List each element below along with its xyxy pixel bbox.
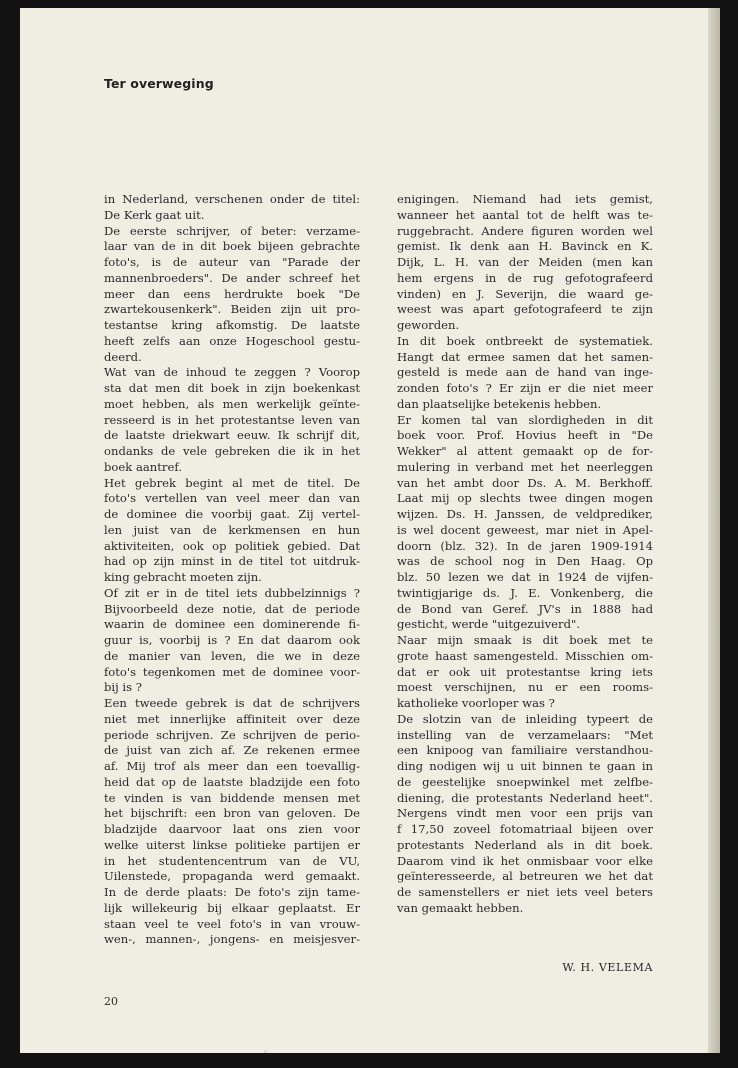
text-line: zonden foto's ? Er zijn er die niet meer xyxy=(397,381,653,395)
text-line: heid dat op de laatste bladzijde een foto xyxy=(104,774,360,789)
text-line: in het studentencentrum van de VU, xyxy=(104,853,360,868)
text-line: hem ergens in de rug gefotografeerd xyxy=(397,270,653,285)
text-line: sta dat men dit boek in zijn boekenkast xyxy=(104,381,360,395)
text-line: bij is ? xyxy=(104,680,142,695)
text-line: len juist van de kerkmensen en hun xyxy=(104,522,360,537)
text-line: guur is, voorbij is ? En dat daarom ook xyxy=(104,633,360,647)
section-header: Ter overweging xyxy=(104,76,214,91)
text-line: blz. 50 lezen we dat in 1924 de vijfen- xyxy=(397,570,653,584)
text-line: van het ambt door Ds. A. M. Berkhoff. xyxy=(397,475,653,490)
text-line: moest verschijnen, nu er een rooms- xyxy=(397,680,653,695)
text-line: periode schrijven. Ze schrijven de perio- xyxy=(104,727,360,742)
text-line: een knipoog van familiaire verstandhou- xyxy=(397,743,653,758)
text-line: geworden. xyxy=(397,318,460,332)
text-line: grote haast samengesteld. Misschien om- xyxy=(397,648,653,663)
text-line: waarin de dominee een dominerende fi- xyxy=(104,617,360,632)
text-line: gemist. Ik denk aan H. Bavinck en K. xyxy=(397,239,653,254)
text-line: foto's vertellen van veel meer dan van xyxy=(104,491,360,506)
page-edge-shadow xyxy=(708,8,720,1053)
text-column-left xyxy=(104,192,360,948)
text-line: De Kerk gaat uit. xyxy=(104,207,205,222)
text-line: staan veel te veel foto's in van vrouw- xyxy=(104,916,360,931)
text-line: Bijvoorbeeld deze notie, dat de periode xyxy=(104,601,360,616)
text-line: diening, die protestants Nederland heet". xyxy=(397,790,653,805)
text-line: de samenstellers er niet iets veel beters xyxy=(397,885,653,899)
magazine-page xyxy=(20,8,720,1053)
text-line: Dijk, L. H. van der Meiden (men kan xyxy=(397,255,653,269)
text-line: de geestelijke snoepwinkel met zelfbe- xyxy=(397,774,653,789)
text-line: heeft zelfs aan onze Hogeschool gestu- xyxy=(104,333,360,348)
text-line: niet met innerlijke affiniteit over deze xyxy=(104,711,360,726)
author-signature: W. H. VELEMA xyxy=(562,961,653,974)
text-line: boek aantref. xyxy=(104,459,182,474)
scan-speck xyxy=(264,1050,267,1053)
text-line: enigingen. Niemand had iets gemist, xyxy=(397,192,653,206)
text-line: f 17,50 zoveel fotomatriaal bijeen over xyxy=(397,822,653,836)
text-line: laar van de in dit boek bijeen gebrachte xyxy=(104,239,360,254)
text-line: Of zit er in de titel iets dubbelzinnigs ? xyxy=(104,585,360,600)
text-line: dan plaatselijke betekenis hebben. xyxy=(397,396,602,411)
text-line: instelling van de verzamelaars: "Met xyxy=(397,727,653,742)
text-line: af. Mij trof als meer dan een toevallig- xyxy=(104,759,360,773)
text-line: de Bond van Geref. JV's in 1888 had xyxy=(397,601,653,616)
text-line: resseerd is in het protestantse leven van xyxy=(104,412,360,427)
text-line: wen-, mannen-, jongens- en meisjesver- xyxy=(104,932,360,947)
text-line: welke uiterst linkse politieke partijen er xyxy=(104,837,360,852)
text-line: katholieke voorloper was ? xyxy=(397,696,555,710)
text-line: Hangt dat ermee samen dat het samen- xyxy=(397,349,653,364)
text-line: foto's tegenkomen met de dominee voor- xyxy=(104,664,360,679)
text-line: In de derde plaats: De foto's zijn tame- xyxy=(104,885,360,899)
text-line: de laatste driekwart eeuw. Ik schrijf dit, xyxy=(104,428,360,443)
text-line: Er komen tal van slordigheden in dit xyxy=(397,412,653,427)
text-line: geïnteresseerde, al betreuren we het dat xyxy=(397,869,653,884)
text-line: dat er ook uit protestantse kring iets xyxy=(397,664,653,679)
text-line: testantse kring afkomstig. De laatste xyxy=(104,318,360,332)
text-line: meer dan eens herdrukte boek "De xyxy=(104,286,360,301)
text-line: In dit boek ontbreekt de systematiek. xyxy=(397,333,653,348)
text-line: zwartekousenkerk". Beiden zijn uit pro- xyxy=(104,302,360,317)
text-line: De eerste schrijver, of beter: verzame- xyxy=(104,223,360,238)
text-line: Naar mijn smaak is dit boek met te xyxy=(397,633,653,647)
text-line: van gemaakt hebben. xyxy=(397,900,524,915)
text-line: doorn (blz. 32). In de jaren 1909-1914 xyxy=(397,538,653,553)
text-line: ondanks de vele gebreken die ik in het xyxy=(104,444,360,458)
text-line: in Nederland, verschenen onder de titel: xyxy=(104,192,360,206)
text-line: moet hebben, als men werkelijk geïnte- xyxy=(104,396,360,411)
text-line: is wel docent geweest, mar niet in Apel- xyxy=(397,522,653,537)
text-line: foto's, is de auteur van "Parade der xyxy=(104,255,360,269)
text-line: vinden) en J. Severijn, die waard ge- xyxy=(397,286,653,301)
text-line: wijzen. Ds. H. Janssen, de veldprediker, xyxy=(397,507,653,521)
text-line: gesticht, werde "uitgezuiverd". xyxy=(397,617,581,632)
text-line: Daarom vind ik het onmisbaar voor elke xyxy=(397,853,653,868)
text-line: bladzijde daarvoor laat ons zien voor xyxy=(104,822,360,836)
text-line: Wat van de inhoud te zeggen ? Voorop xyxy=(104,365,360,380)
text-line: aktiviteiten, ook op politiek gebied. Dat xyxy=(104,538,360,553)
text-line: had op zijn minst in de titel tot uitdruk- xyxy=(104,554,360,569)
text-line: was de school nog in Den Haag. Op xyxy=(397,554,653,569)
text-line: de dominee die voorbij gaat. Zij vertel- xyxy=(104,507,360,521)
text-line: deerd. xyxy=(104,349,142,364)
text-line: twintigjarige ds. J. E. Vonkenberg, die xyxy=(397,585,653,600)
text-line: mannenbroeders". De ander schreef het xyxy=(104,270,360,285)
text-line: te vinden is van biddende mensen met xyxy=(104,790,360,805)
text-line: protestants Nederland als in dit boek. xyxy=(397,837,653,852)
text-line: Het gebrek begint al met de titel. De xyxy=(104,475,360,490)
text-line: de juist van zich af. Ze rekenen ermee xyxy=(104,743,360,758)
text-line: mulering in verband met het neerleggen xyxy=(397,459,653,474)
text-column-right xyxy=(397,192,653,917)
text-line: lijk willekeurig bij elkaar geplaatst. Er xyxy=(104,900,360,915)
page-number: 20 xyxy=(104,995,118,1008)
text-line: ding nodigen wij u uit binnen te gaan in xyxy=(397,759,653,773)
text-line: wanneer het aantal tot de helft was te- xyxy=(397,207,653,222)
text-line: Een tweede gebrek is dat de schrijvers xyxy=(104,696,360,710)
text-line: de manier van leven, die we in deze xyxy=(104,648,360,663)
text-line: Uilenstede, propaganda werd gemaakt. xyxy=(104,869,360,884)
text-line: De slotzin van de inleiding typeert de xyxy=(397,711,653,726)
text-line: Laat mij op slechts twee dingen mogen xyxy=(397,491,653,506)
text-line: king gebracht moeten zijn. xyxy=(104,570,262,584)
text-line: Wekker" al attent gemaakt op de for- xyxy=(397,444,653,458)
text-line: Nergens vindt men voor een prijs van xyxy=(397,806,653,821)
text-line: ruggebracht. Andere figuren worden wel xyxy=(397,223,653,238)
text-line: het bijschrift: een bron van geloven. De xyxy=(104,806,360,821)
text-line: gesteld is mede aan de hand van inge- xyxy=(397,365,653,380)
text-line: boek voor. Prof. Hovius heeft in "De xyxy=(397,428,653,443)
text-line: weest was apart gefotografeerd te zijn xyxy=(397,302,653,317)
